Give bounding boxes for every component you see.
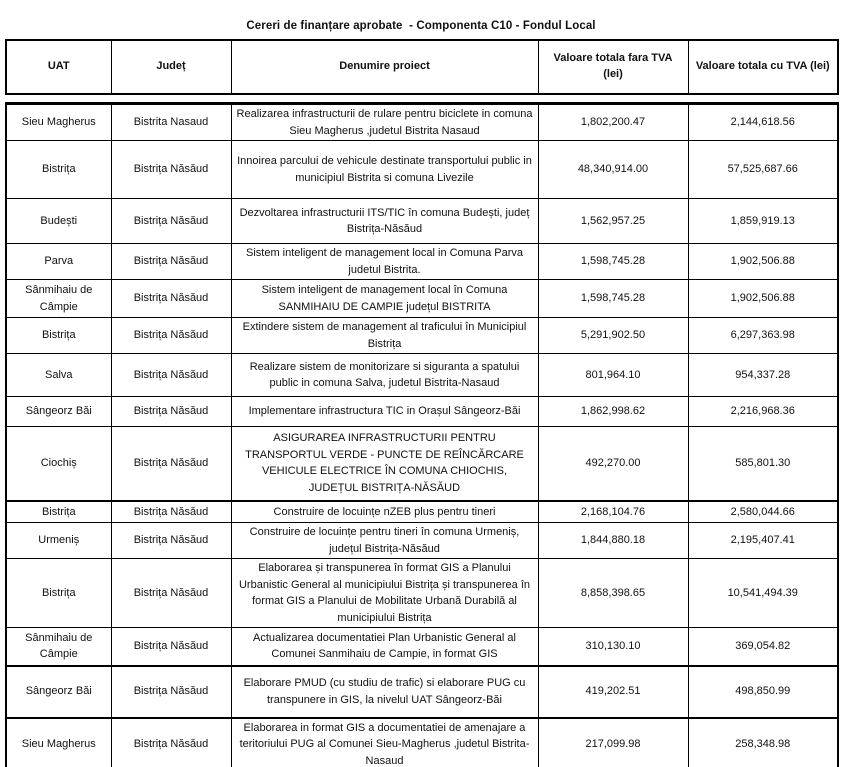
judet-cell: Bistrița Năsăud (111, 141, 231, 199)
value-no-vat-cell: 217,099.98 (538, 718, 688, 767)
value-no-vat-cell: 48,340,914.00 (538, 141, 688, 199)
value-vat-cell: 498,850.99 (688, 666, 838, 718)
value-vat-cell: 10,541,494.39 (688, 559, 838, 628)
table-row (6, 318, 838, 354)
judet-cell: Bistrița Năsăud (111, 666, 231, 718)
value-vat-cell: 1,902,506.88 (688, 244, 838, 280)
project-cell: Dezvoltarea infrastructurii ITS/TIC în comuna Budești, județ Bistrița-Năsăud (231, 199, 538, 244)
table-row (6, 718, 838, 767)
uat-cell: Ciochiș (6, 427, 111, 501)
judet-cell: Bistrița Năsăud (111, 199, 231, 244)
uat-cell: Parva (6, 244, 111, 280)
value-no-vat-cell: 801,964.10 (538, 354, 688, 397)
judet-cell: Bistrița Năsăud (111, 427, 231, 501)
table-row (6, 141, 838, 199)
judet-cell: Bistrița Năsăud (111, 280, 231, 318)
value-no-vat-cell: 419,202.51 (538, 666, 688, 718)
project-cell: Sistem inteligent de management local în Comuna SANMIHAIU DE CAMPIE județul BISTRITA (231, 280, 538, 318)
table-body (6, 104, 838, 767)
project-cell: Sistem inteligent de management local in Comuna Parva judetul Bistrita. (231, 244, 538, 280)
value-vat-cell: 2,195,407.41 (688, 523, 838, 559)
project-cell: Elaborarea și transpunerea în format GIS a Planului Urbanistic General al municipiului Bistrița și transpunerea în format GIS a Planului de Mobilitate Urbană Durabilă al municipiului Bistrița (231, 559, 538, 628)
judet-cell: Bistrița Năsăud (111, 523, 231, 559)
uat-cell: Bistrița (6, 501, 111, 523)
project-cell: Extindere sistem de management al traficului în Municipiul Bistrița (231, 318, 538, 354)
project-cell: Construire de locuințe pentru tineri în comuna Urmeniș, județul Bistrița-Năsăud (231, 523, 538, 559)
value-vat-cell: 2,144,618.56 (688, 104, 838, 141)
col-header-denumire: Denumire proiect (231, 40, 538, 94)
judet-cell: Bistrița Năsăud (111, 397, 231, 427)
uat-cell: Sângeorz Băi (6, 397, 111, 427)
uat-cell: Sânmihaiu de Câmpie (6, 280, 111, 318)
uat-cell: Bistrița (6, 141, 111, 199)
uat-cell: Salva (6, 354, 111, 397)
judet-cell: Bistrița Năsăud (111, 628, 231, 666)
table-row (6, 199, 838, 244)
uat-cell: Sieu Magherus (6, 718, 111, 767)
value-vat-cell: 1,902,506.88 (688, 280, 838, 318)
uat-cell: Sângeorz Băi (6, 666, 111, 718)
table-row (6, 244, 838, 280)
table-row (6, 280, 838, 318)
table-row (6, 559, 838, 628)
uat-cell: Urmeniș (6, 523, 111, 559)
project-cell: Elaborarea in format GIS a documentatiei de amenajare a teritoriului PUG al Comunei Sieu-Magherus ,judetul Bistrita-Nasaud (231, 718, 538, 767)
value-vat-cell: 585,801.30 (688, 427, 838, 501)
table-row (6, 354, 838, 397)
project-cell: Implementare infrastructura TIC in Orașul Sângeorz-Băi (231, 397, 538, 427)
value-vat-cell: 1,859,919.13 (688, 199, 838, 244)
project-cell: ASIGURAREA INFRASTRUCTURII PENTRU TRANSPORTUL VERDE - PUNCTE DE REÎNCĂRCARE VEHICULE ELECTRICE ÎN COMUNA CHIOCHIS, JUDEȚUL BISTRIȚA-NĂSĂUD (231, 427, 538, 501)
value-no-vat-cell: 5,291,902.50 (538, 318, 688, 354)
value-no-vat-cell: 492,270.00 (538, 427, 688, 501)
table-row (6, 523, 838, 559)
document-title: Cereri de finanțare aprobate - Componenta C10 - Fondul Local (246, 20, 596, 32)
value-no-vat-cell: 1,598,745.28 (538, 280, 688, 318)
value-vat-cell: 2,216,968.36 (688, 397, 838, 427)
uat-cell: Budești (6, 199, 111, 244)
value-no-vat-cell: 8,858,398.65 (538, 559, 688, 628)
uat-cell: Bistrița (6, 559, 111, 628)
judet-cell: Bistrița Năsăud (111, 718, 231, 767)
col-header-value-no-vat: Valoare totala fara TVA (lei) (538, 40, 688, 94)
table-row (6, 104, 838, 141)
judet-cell: Bistrița Năsăud (111, 354, 231, 397)
judet-cell: Bistrița Năsăud (111, 318, 231, 354)
project-cell: Elaborare PMUD (cu studiu de trafic) si elaborare PUG cu transpunere in GIS, la nivelul UAT Sângeorz-Băi (231, 666, 538, 718)
table-body-grid (5, 102, 839, 767)
table-row (6, 628, 838, 666)
col-header-value-vat: Valoare totala cu TVA (lei) (688, 40, 838, 94)
table-row (6, 427, 838, 501)
value-no-vat-cell: 2,168,104.76 (538, 501, 688, 523)
judet-cell: Bistrița Năsăud (111, 244, 231, 280)
uat-cell: Sânmihaiu de Câmpie (6, 628, 111, 666)
project-cell: Innoirea parcului de vehicule destinate transportului public in municipiul Bistrita si comuna Livezile (231, 141, 538, 199)
table-row (6, 501, 838, 523)
project-cell: Realizare sistem de monitorizare si siguranta a spatului public in comuna Salva, judetul Bistrita-Nasaud (231, 354, 538, 397)
table-row (6, 666, 838, 718)
col-header-uat: UAT (6, 40, 111, 94)
col-header-judet: Județ (111, 40, 231, 94)
judet-cell: Bistrita Nasaud (111, 104, 231, 141)
value-no-vat-cell: 1,562,957.25 (538, 199, 688, 244)
value-vat-cell: 57,525,687.66 (688, 141, 838, 199)
project-cell: Realizarea infrastructurii de rulare pentru biciclete in comuna Sieu Magherus ,judetul Bistrita Nasaud (231, 104, 538, 141)
uat-cell: Sieu Magherus (6, 104, 111, 141)
value-no-vat-cell: 1,862,998.62 (538, 397, 688, 427)
header-row (6, 40, 838, 94)
uat-cell: Bistrița (6, 318, 111, 354)
value-no-vat-cell: 1,598,745.28 (538, 244, 688, 280)
value-no-vat-cell: 1,844,880.18 (538, 523, 688, 559)
value-vat-cell: 369,054.82 (688, 628, 838, 666)
project-cell: Actualizarea documentatiei Plan Urbanistic General al Comunei Sanmihaiu de Campie, in format GIS (231, 628, 538, 666)
table-row (6, 397, 838, 427)
judet-cell: Bistrița Năsăud (111, 501, 231, 523)
value-vat-cell: 954,337.28 (688, 354, 838, 397)
value-no-vat-cell: 310,130.10 (538, 628, 688, 666)
value-no-vat-cell: 1,802,200.47 (538, 104, 688, 141)
value-vat-cell: 2,580,044.66 (688, 501, 838, 523)
project-cell: Construire de locuințe nZEB plus pentru tineri (231, 501, 538, 523)
judet-cell: Bistrița Năsăud (111, 559, 231, 628)
value-vat-cell: 6,297,363.98 (688, 318, 838, 354)
value-vat-cell: 258,348.98 (688, 718, 838, 767)
table-header (5, 39, 839, 95)
